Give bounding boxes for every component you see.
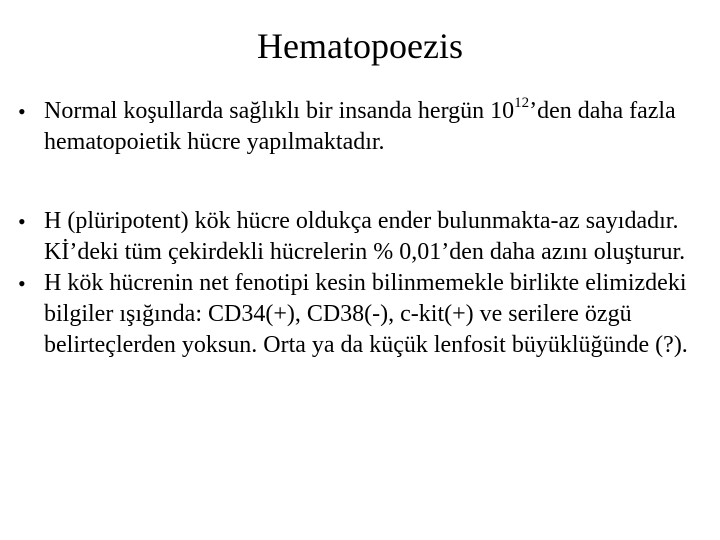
bullet-text <box>44 95 676 155</box>
exponent: 12 <box>514 95 530 111</box>
bullet-text-part: Normal koşullarda sağlıklı bir insanda hergün 10 <box>44 98 515 124</box>
bullet-item <box>18 96 698 158</box>
bullet-list <box>18 96 698 361</box>
bullet-text-part: ’den daha fazla hematopoietik hücre yapılmaktadır. <box>44 98 676 155</box>
bullet-text: H kök hücrenin net fenotipi kesin bilinmemekle birlikte elimizdeki bilgiler ışığında: CD34(+), CD38(-), c-kit(+) ve serilere özgü belirteçlerden yoksun. Orta ya da küçük lenfosit büyüklüğünde (?). <box>44 270 688 358</box>
slide-title: Hematopoezis <box>257 26 463 66</box>
bullet-icon: • <box>18 271 26 296</box>
bullet-icon: • <box>18 209 26 234</box>
bullet-item <box>18 268 698 361</box>
bullet-icon: • <box>18 99 26 124</box>
bullet-item <box>18 206 698 268</box>
bullet-text: H (plüripotent) kök hücre oldukça ender bulunmakta-az sayıdadır. Kİ’deki tüm çekirdekli hücrelerin % 0,01’den daha azını oluşturur. <box>44 208 686 265</box>
